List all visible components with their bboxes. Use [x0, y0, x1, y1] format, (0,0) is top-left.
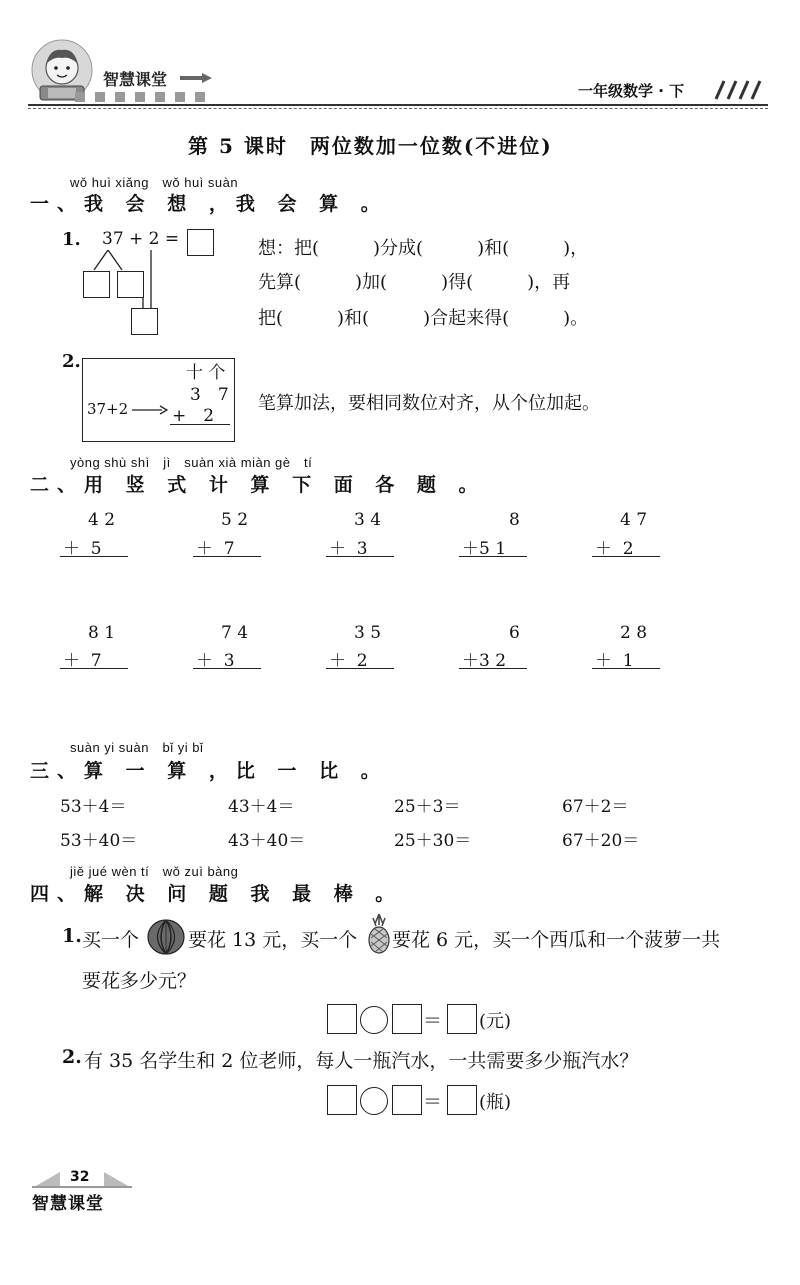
section2-pinyin: yòng shù shì jì suàn xià miàn gè tí: [70, 455, 313, 470]
vertical-problem-rule: [326, 668, 394, 669]
s1-q1-split-box-tens[interactable]: [83, 271, 110, 298]
section2-heading: 二、用 竖 式 计 算 下 面 各 题 。: [30, 474, 486, 496]
s4-q1-result-box[interactable]: [447, 1004, 477, 1034]
s4-q1-operand2-box[interactable]: [392, 1004, 422, 1034]
s4-q2-equals: ＝: [423, 1091, 443, 1113]
header-rule: [28, 104, 768, 106]
vertical-problem-bottom: ＋ 7: [63, 651, 102, 671]
s4-q1-text-b: 要花 13 元，买一个: [188, 929, 358, 951]
s1-q2-top-number: 3 7: [190, 385, 229, 405]
s4-q2-unit: (瓶): [479, 1092, 512, 1113]
s1-q1-answer-box[interactable]: [187, 229, 214, 256]
s1-q1-split-box-ones[interactable]: [117, 271, 144, 298]
vertical-problem-top: 8: [509, 510, 520, 530]
s4-q2-operator-circle[interactable]: [360, 1087, 388, 1115]
vertical-problem-top: 5 2: [221, 510, 249, 530]
arrow-decoration-icon: [180, 72, 212, 84]
vertical-problem-bottom: ＋5 1: [462, 539, 507, 559]
pineapple-icon: [366, 914, 392, 954]
s4-q1-line2: 要花多少元？: [82, 970, 197, 992]
s1-q2-number: 2.: [62, 351, 81, 372]
vertical-problem-rule: [592, 556, 660, 557]
s1-q2-rule: [170, 424, 230, 425]
compare-expression: 67＋2＝: [562, 797, 629, 817]
header-brand: 智慧课堂: [103, 70, 168, 89]
section3-heading: 三、算 一 算 ，比 一 比 。: [30, 760, 388, 782]
watermelon-icon: [146, 918, 186, 956]
slash-decoration-icon: [710, 80, 766, 100]
s4-q1-operator-circle[interactable]: [360, 1006, 388, 1034]
s1-q2-expression: 37+2: [87, 400, 129, 418]
s1-q2-note: 笔算加法，要相同数位对齐，从个位加起。: [258, 393, 600, 414]
vertical-problem-top: 4 7: [620, 510, 648, 530]
section1-heading: 一、我 会 想 ，我 会 算 。: [30, 193, 388, 215]
vertical-problem-bottom: ＋ 5: [63, 539, 102, 559]
s1-q1-line3: 把( )和( )合起来得( )。: [258, 308, 589, 329]
compare-expression: 25＋30＝: [394, 831, 472, 851]
vertical-problem-bottom: ＋ 1: [595, 651, 634, 671]
vertical-problem-bottom: ＋ 3: [329, 539, 368, 559]
s4-q1-operand1-box[interactable]: [327, 1004, 357, 1034]
vertical-problem-top: 6: [509, 623, 520, 643]
s4-q1-number: 1.: [62, 925, 82, 947]
vertical-problem-rule: [459, 556, 527, 557]
vertical-problem-rule: [326, 556, 394, 557]
vertical-problem-rule: [60, 556, 128, 557]
s4-q2-operand1-box[interactable]: [327, 1085, 357, 1115]
vertical-problem-top: 3 5: [354, 623, 382, 643]
vertical-problem-top: 8 1: [88, 623, 116, 643]
s1-q1-line1: 想：把( )分成( )和( )，: [258, 238, 589, 259]
footer-brand: 智慧课堂: [32, 1194, 104, 1214]
header-rule-dashed: [28, 108, 768, 109]
page-number: 32: [70, 1169, 90, 1185]
section1-pinyin: wǒ huì xiǎng wǒ huì suàn: [70, 175, 239, 190]
vertical-problem-rule: [459, 668, 527, 669]
vertical-problem-bottom: ＋ 7: [196, 539, 235, 559]
vertical-problem-bottom: ＋ 2: [329, 651, 368, 671]
s4-q1-text-c: 要花 6 元，买一个西瓜和一个菠萝一共: [392, 929, 721, 951]
section4-heading: 四、解 决 问 题 我 最 棒 。: [30, 883, 403, 905]
vertical-problem-rule: [592, 668, 660, 669]
vertical-problem-top: 2 8: [620, 623, 648, 643]
vertical-problem-rule: [193, 556, 261, 557]
header: [0, 0, 800, 115]
s1-q2-places: 十 个: [186, 363, 226, 383]
s1-q1-sum-box[interactable]: [131, 308, 158, 335]
compare-expression: 43＋40＝: [228, 831, 306, 851]
s4-q2-result-box[interactable]: [447, 1085, 477, 1115]
vertical-problem-bottom: ＋ 3: [196, 651, 235, 671]
s4-q1-equals: ＝: [423, 1010, 443, 1032]
compare-expression: 43＋4＝: [228, 797, 295, 817]
header-subject: 一年级数学 · 下: [578, 82, 685, 100]
compare-expression: 53＋4＝: [60, 797, 127, 817]
vertical-problem-rule: [193, 668, 261, 669]
right-arrow-icon: [132, 404, 168, 416]
s4-q2-operand2-box[interactable]: [392, 1085, 422, 1115]
compare-expression: 53＋40＝: [60, 831, 138, 851]
vertical-problem-bottom: ＋ 2: [595, 539, 634, 559]
header-squares: [75, 92, 225, 102]
vertical-problem-bottom: ＋3 2: [462, 651, 507, 671]
vertical-problem-rule: [60, 668, 128, 669]
s1-q1-line2: 先算( )加( )得( )，再: [258, 272, 571, 293]
s4-q1-unit: (元): [479, 1011, 512, 1032]
s1-q1-number: 1.: [62, 229, 81, 250]
s4-q1-text-a: 买一个: [82, 929, 140, 951]
compare-expression: 67＋20＝: [562, 831, 640, 851]
s1-q1-expression: 37 + 2 =: [102, 229, 180, 249]
vertical-problem-top: 7 4: [221, 623, 249, 643]
s4-q2-number: 2.: [62, 1046, 82, 1068]
section4-pinyin: jiě jué wèn tí wǒ zuì bàng: [70, 864, 239, 879]
vertical-problem-top: 3 4: [354, 510, 382, 530]
compare-expression: 25＋3＝: [394, 797, 461, 817]
section3-pinyin: suàn yi suàn bǐ yi bǐ: [70, 740, 204, 755]
s4-q2-text: 有 35 名学生和 2 位老师，每人一瓶汽水，一共需要多少瓶汽水？: [84, 1050, 639, 1072]
lesson-title: 第 5 课时 两位数加一位数(不进位): [188, 134, 553, 158]
s1-q2-bottom-number: + 2: [172, 406, 215, 426]
vertical-problem-top: 4 2: [88, 510, 116, 530]
